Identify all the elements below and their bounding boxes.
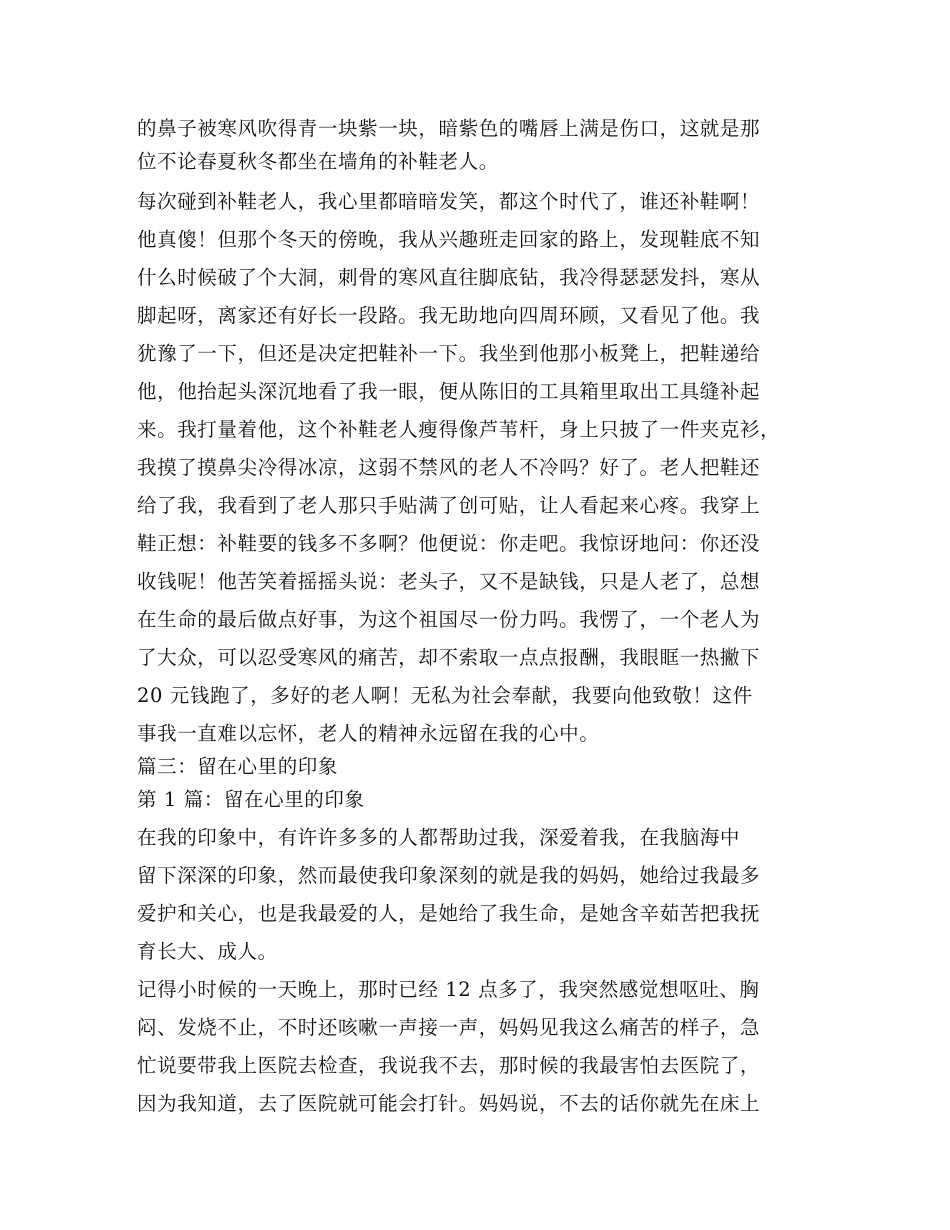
text-line: 了大众，可以忍受寒风的痛苦，却不索取一点点报酬，我眼眶一热撇下 [137,646,761,669]
text-line: 他真傻！但那个冬天的傍晚，我从兴趣班走回家的路上，发现鞋底不知 [137,228,761,251]
text-line: 脚起呀，离家还有好长一段路。我无助地向四周环顾，又看见了他。我 [137,304,761,327]
text-line: 因为我知道，去了医院就可能会打针。妈妈说，不去的话你就先在床上 [137,1092,761,1115]
text-line: 犹豫了一下，但还是决定把鞋补一下。我坐到他那小板凳上，把鞋递给 [137,342,761,365]
text-line: 闷、发烧不止，不时还咳嗽一声接一声，妈妈见我这么痛苦的样子，急 [137,1016,761,1039]
text-line: 在生命的最后做点好事，为这个祖国尽一份力吗。我愣了，一个老人为 [137,608,761,631]
section-heading: 篇三：留在心里的印象 [137,755,339,778]
text-line: 事我一直难以忘怀，老人的精神永远留在我的心中。 [137,722,600,745]
text-line: 收钱呢！他苦笑着摇摇头说：老头子，又不是缺钱，只是人老了，总想 [137,570,761,593]
text-line: 每次碰到补鞋老人，我心里都暗暗发笑，都这个时代了，谁还补鞋啊！ [137,190,761,213]
text-line: 我摸了摸鼻尖冷得冰凉，这弱不禁风的老人不冷吗？好了。老人把鞋还 [137,456,761,479]
text-line: 留下深深的印象，然而最使我印象深刻的就是我的妈妈，她给过我最多 [137,864,761,887]
text-line: 记得小时候的一天晚上，那时已经 12 点多了，我突然感觉想呕吐、胸 [137,978,760,1001]
text-line: 鞋正想：补鞋要的钱多不多啊？他便说：你走吧。我惊讶地问：你还没 [137,532,761,555]
text-line: 忙说要带我上医院去检查，我说我不去，那时候的我最害怕去医院了， [137,1054,761,1077]
text-line: 位不论春夏秋冬都坐在墙角的补鞋老人。 [137,150,499,173]
text-line: 爱护和关心，也是我最爱的人，是她给了我生命，是她含辛茹苦把我抚 [137,902,761,925]
text-line: 育长大、成人。 [137,940,278,963]
text-line: 给了我，我看到了老人那只手贴满了创可贴，让人看起来心疼。我穿上 [137,494,761,517]
text-line: 的鼻子被寒风吹得青一块紫一块，暗紫色的嘴唇上满是伤口，这就是那 [137,117,761,140]
text-line: 什么时候破了个大洞，刺骨的寒风直往脚底钻，我冷得瑟瑟发抖，寒从 [137,266,761,289]
subsection-heading: 第 1 篇：留在心里的印象 [137,788,365,811]
text-line: 在我的印象中，有许许多多的人都帮助过我，深爱着我，在我脑海中 [137,826,741,849]
text-line: 他，他抬起头深沉地看了我一眼，便从陈旧的工具箱里取出工具缝补起 [137,380,761,403]
text-line: 来。我打量着他，这个补鞋老人瘦得像芦苇杆，身上只披了一件夹克衫， [137,418,781,441]
text-line: 20 元钱跑了，多好的老人啊！无私为社会奉献，我要向他致敬！这件 [137,684,753,707]
